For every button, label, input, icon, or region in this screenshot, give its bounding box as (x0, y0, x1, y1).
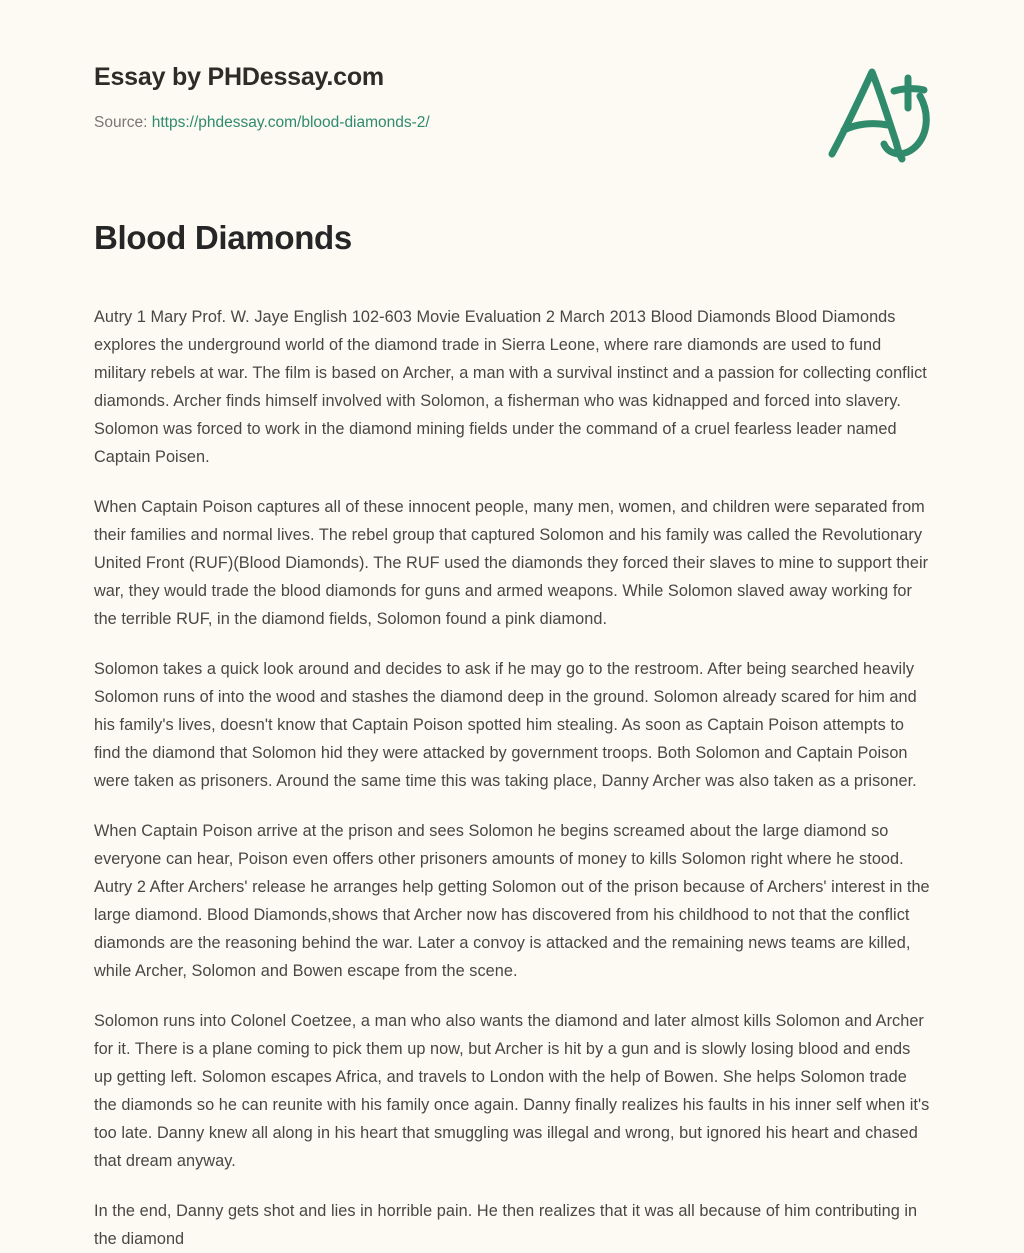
essay-paragraph: In the end, Danny gets shot and lies in horrible pain. He then realizes that it was all because of him contributing in the diamond (94, 1202, 918, 1249)
essay-paragraph: When Captain Poison captures all of these innocent people, many men, women, and children were separated from their families and normal lives. The rebel group that captured Solomon and his family was called the Revolutionary United Front (RUF)(Blood Diamonds). The RUF used the diamonds they forced their slaves to mine to support their war, they would trade the blood diamonds for guns and armed weapons. While Solomon slaved away working for the terrible RUF, in the diamond fields, Solomon found a pink diamond. (94, 497, 929, 628)
essay-paragraph: Solomon takes a quick look around and decides to ask if he may go to the restroom. After being searched heavily Solomon runs of into the wood and stashes the diamond deep in the ground. Solomon already scared for him and his family's lives, doesn't know that Captain Poison spotted him stealing. As soon as Captain Poison attempts to find the diamond that Solomon hid they were attacked by government troops. Both Solomon and Captain Poison were taken as prisoners. Around the same time this was taking place, Danny Archer was also taken as a prisoner. (94, 659, 917, 790)
essay-paragraph: Solomon runs into Colonel Coetzee, a man who also wants the diamond and later almost kills Solomon and Archer for it. There is a plane coming to pick them up now, but Archer is hit by a gun and is slowly losing blood and ends up getting left. Solomon escapes Africa, and travels to London with the help of Bowen. She helps Solomon trade the diamonds so he can reunite with his family once again. Danny finally realizes his faults in his inner self when it's too late. Danny knew all along in his heart that smuggling was illegal and wrong, but ignored his heart and chased that dream anyway. (94, 1011, 930, 1171)
aplus-logo-icon (822, 58, 942, 168)
essay-body (0, 303, 1024, 1253)
source-line (94, 113, 930, 133)
brand-byline: Essay by PHDessay.com (94, 63, 384, 91)
page-title: Blood Diamonds (94, 219, 352, 256)
source-label: Source: (94, 114, 148, 132)
page-header (0, 0, 1024, 190)
essay-paragraph: When Captain Poison arrive at the prison and sees Solomon he begins screamed about the large diamond so everyone can hear, Poison even offers other prisoners amounts of money to kills Solomon right where he stood. Autry 2 After Archers' release he arranges help getting Solomon out of the prison because of Archers' interest in the large diamond. Blood Diamonds,shows that Archer now has discovered from his childhood to not that the conflict diamonds are the reasoning behind the war. Later a convoy is attacked and the remaining news teams are killed, while Archer, Solomon and Bowen escape from the scene. (94, 821, 930, 980)
essay-paragraph: Autry 1 Mary Prof. W. Jaye English 102-603 Movie Evaluation 2 March 2013 Blood Diamonds Blood Diamonds explores the underground world of the diamond trade in Sierra Leone, where rare diamonds are used to fund military rebels at war. The film is based on Archer, a man with a survival instinct and a passion for collecting conflict diamonds. Archer finds himself involved with Solomon, a fisherman who was kidnapped and forced into slavery. Solomon was forced to work in the diamond mining fields under the command of a cruel fearless leader named Captain Poisen. (94, 307, 927, 466)
source-url-link[interactable]: https://phdessay.com/blood-diamonds-2/ (151, 114, 430, 132)
